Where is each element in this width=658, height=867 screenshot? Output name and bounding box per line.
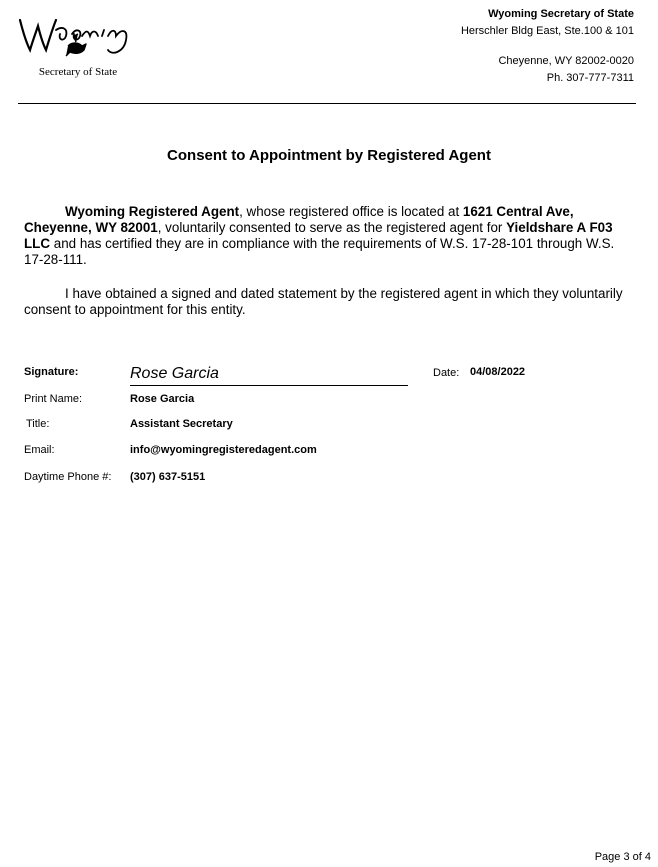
phone-value: (307) 637-5151 — [130, 471, 206, 483]
document-title: Consent to Appointment by Registered Agent — [167, 147, 491, 164]
office-address: 1621 Central Ave, Cheyenne, WY 82001 — [24, 204, 574, 235]
signature-value: Rose Garcia — [130, 365, 408, 386]
agent-name: Wyoming Registered Agent — [65, 204, 240, 219]
entity-name: Yieldshare A F03 LLC — [24, 220, 613, 251]
title-label: Title: — [26, 418, 50, 430]
address-line-1: Herschler Bldg East, Ste.100 & 101 — [460, 25, 634, 37]
paragraph-text: , voluntarily consented to serve as the registered agent for — [157, 220, 507, 235]
paragraph-text: , whose registered office is located at — [239, 204, 463, 219]
paragraph-text: and has certified they are in compliance with the requirements of W.S. 17-28-101 through W.S. 17-28-111. — [24, 236, 615, 267]
consent-paragraph — [24, 204, 634, 268]
statement-paragraph: I have obtained a signed and dated statement by the registered agent in which they voluntarily consent to appointment for this entity. — [24, 286, 623, 317]
email-value: info@wyomingregisteredagent.com — [130, 444, 317, 456]
address-line-2: Cheyenne, WY 82002-0020 — [498, 55, 634, 67]
header-divider — [18, 103, 636, 104]
date-label: Date: — [433, 367, 460, 379]
office-name: Wyoming Secretary of State — [488, 8, 634, 20]
print-name-value: Rose Garcia — [130, 393, 195, 405]
wyoming-logo — [16, 6, 134, 82]
email-label: Email: — [24, 444, 55, 456]
phone-label: Daytime Phone #: — [24, 471, 112, 483]
title-value: Assistant Secretary — [130, 418, 233, 430]
office-phone: Ph. 307-777-7311 — [546, 72, 634, 84]
signature-label: Signature: — [24, 366, 79, 378]
bucking-horse-logo-icon — [16, 6, 134, 66]
logo-caption: Secretary of State — [38, 66, 118, 78]
office-info — [461, 6, 634, 87]
print-name-label: Print Name: — [24, 393, 83, 405]
date-value: 04/08/2022 — [470, 366, 526, 378]
page-indicator: Page 3 of 4 — [594, 851, 651, 863]
